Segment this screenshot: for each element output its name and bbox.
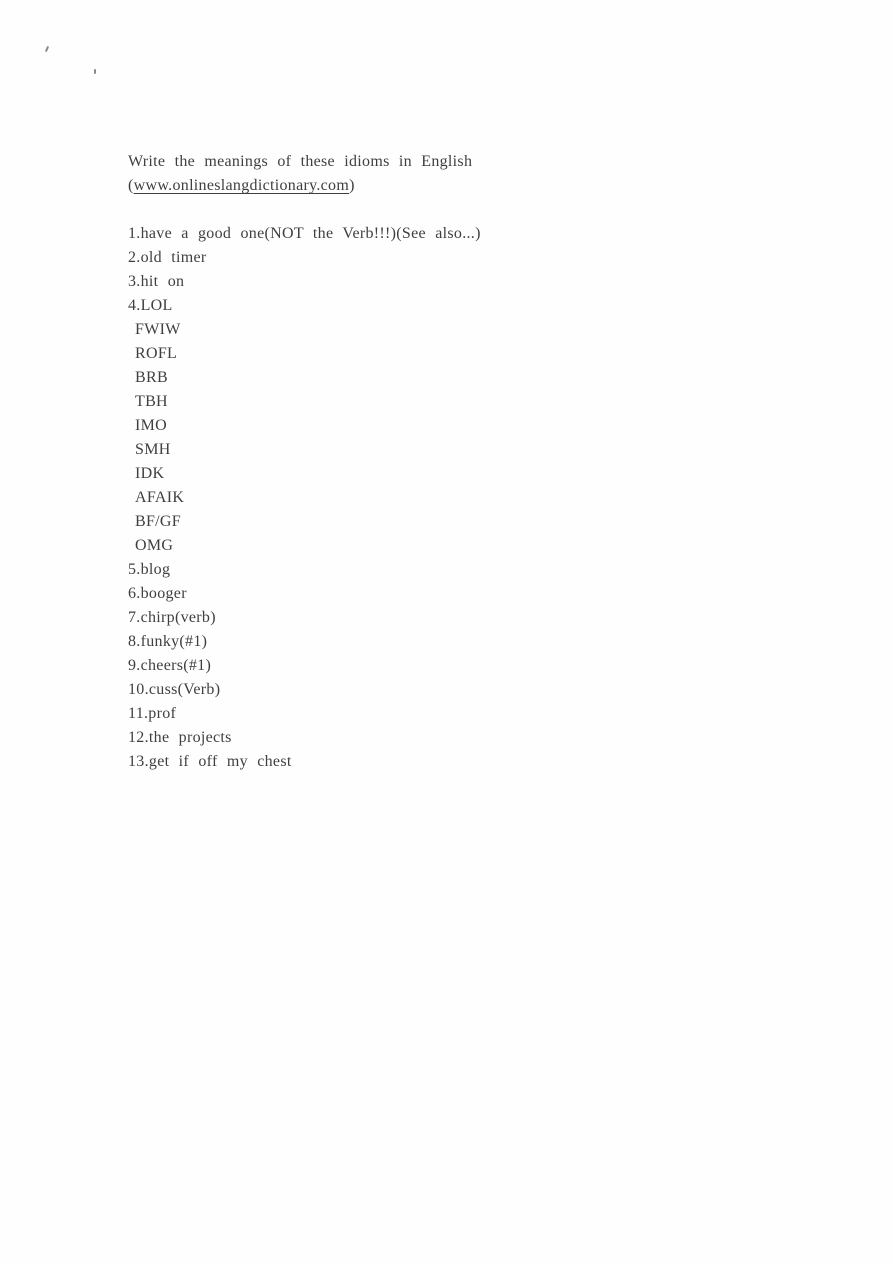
idiom-line: OMG	[135, 537, 174, 554]
idiom-line: FWIW	[135, 321, 181, 338]
idiom-list	[128, 222, 481, 774]
idiom-line: 3.hit on	[128, 273, 185, 290]
idiom-line: 6.booger	[128, 585, 187, 602]
blank-line	[128, 198, 481, 222]
scan-speck-dot	[94, 69, 96, 74]
document-text	[128, 150, 481, 774]
idiom-line: BRB	[135, 369, 168, 386]
idiom-line: 10.cuss(Verb)	[128, 681, 221, 698]
idiom-line: 5.blog	[128, 561, 171, 578]
idiom-line: 11.prof	[128, 705, 177, 722]
idiom-line: 4.LOL	[128, 297, 173, 314]
idiom-line: BF/GF	[135, 513, 181, 530]
idiom-line: 1.have a good one(NOT the Verb!!!)(See also...)	[128, 225, 481, 242]
idiom-line: TBH	[135, 393, 168, 410]
idiom-line: ROFL	[135, 345, 178, 362]
idiom-line: 7.chirp(verb)	[128, 609, 216, 626]
url-close-paren: )	[349, 177, 355, 194]
dictionary-url-link[interactable]: www.onlineslangdictionary.com	[133, 177, 350, 194]
idiom-line: IDK	[135, 465, 165, 482]
idiom-line: 9.cheers(#1)	[128, 657, 212, 674]
heading-line-1: Write the meanings of these idioms in English	[128, 153, 473, 170]
idiom-line: 13.get if off my chest	[128, 753, 292, 770]
idiom-line: 8.funky(#1)	[128, 633, 208, 650]
idiom-line: IMO	[135, 417, 168, 434]
heading-line-2	[128, 174, 481, 198]
url-open-paren: (	[128, 177, 134, 194]
idiom-line: 2.old timer	[128, 249, 207, 266]
idiom-line: SMH	[135, 441, 171, 458]
idiom-line: AFAIK	[135, 489, 185, 506]
idiom-line: 12.the projects	[128, 729, 232, 746]
scan-speck-slash	[45, 46, 49, 52]
